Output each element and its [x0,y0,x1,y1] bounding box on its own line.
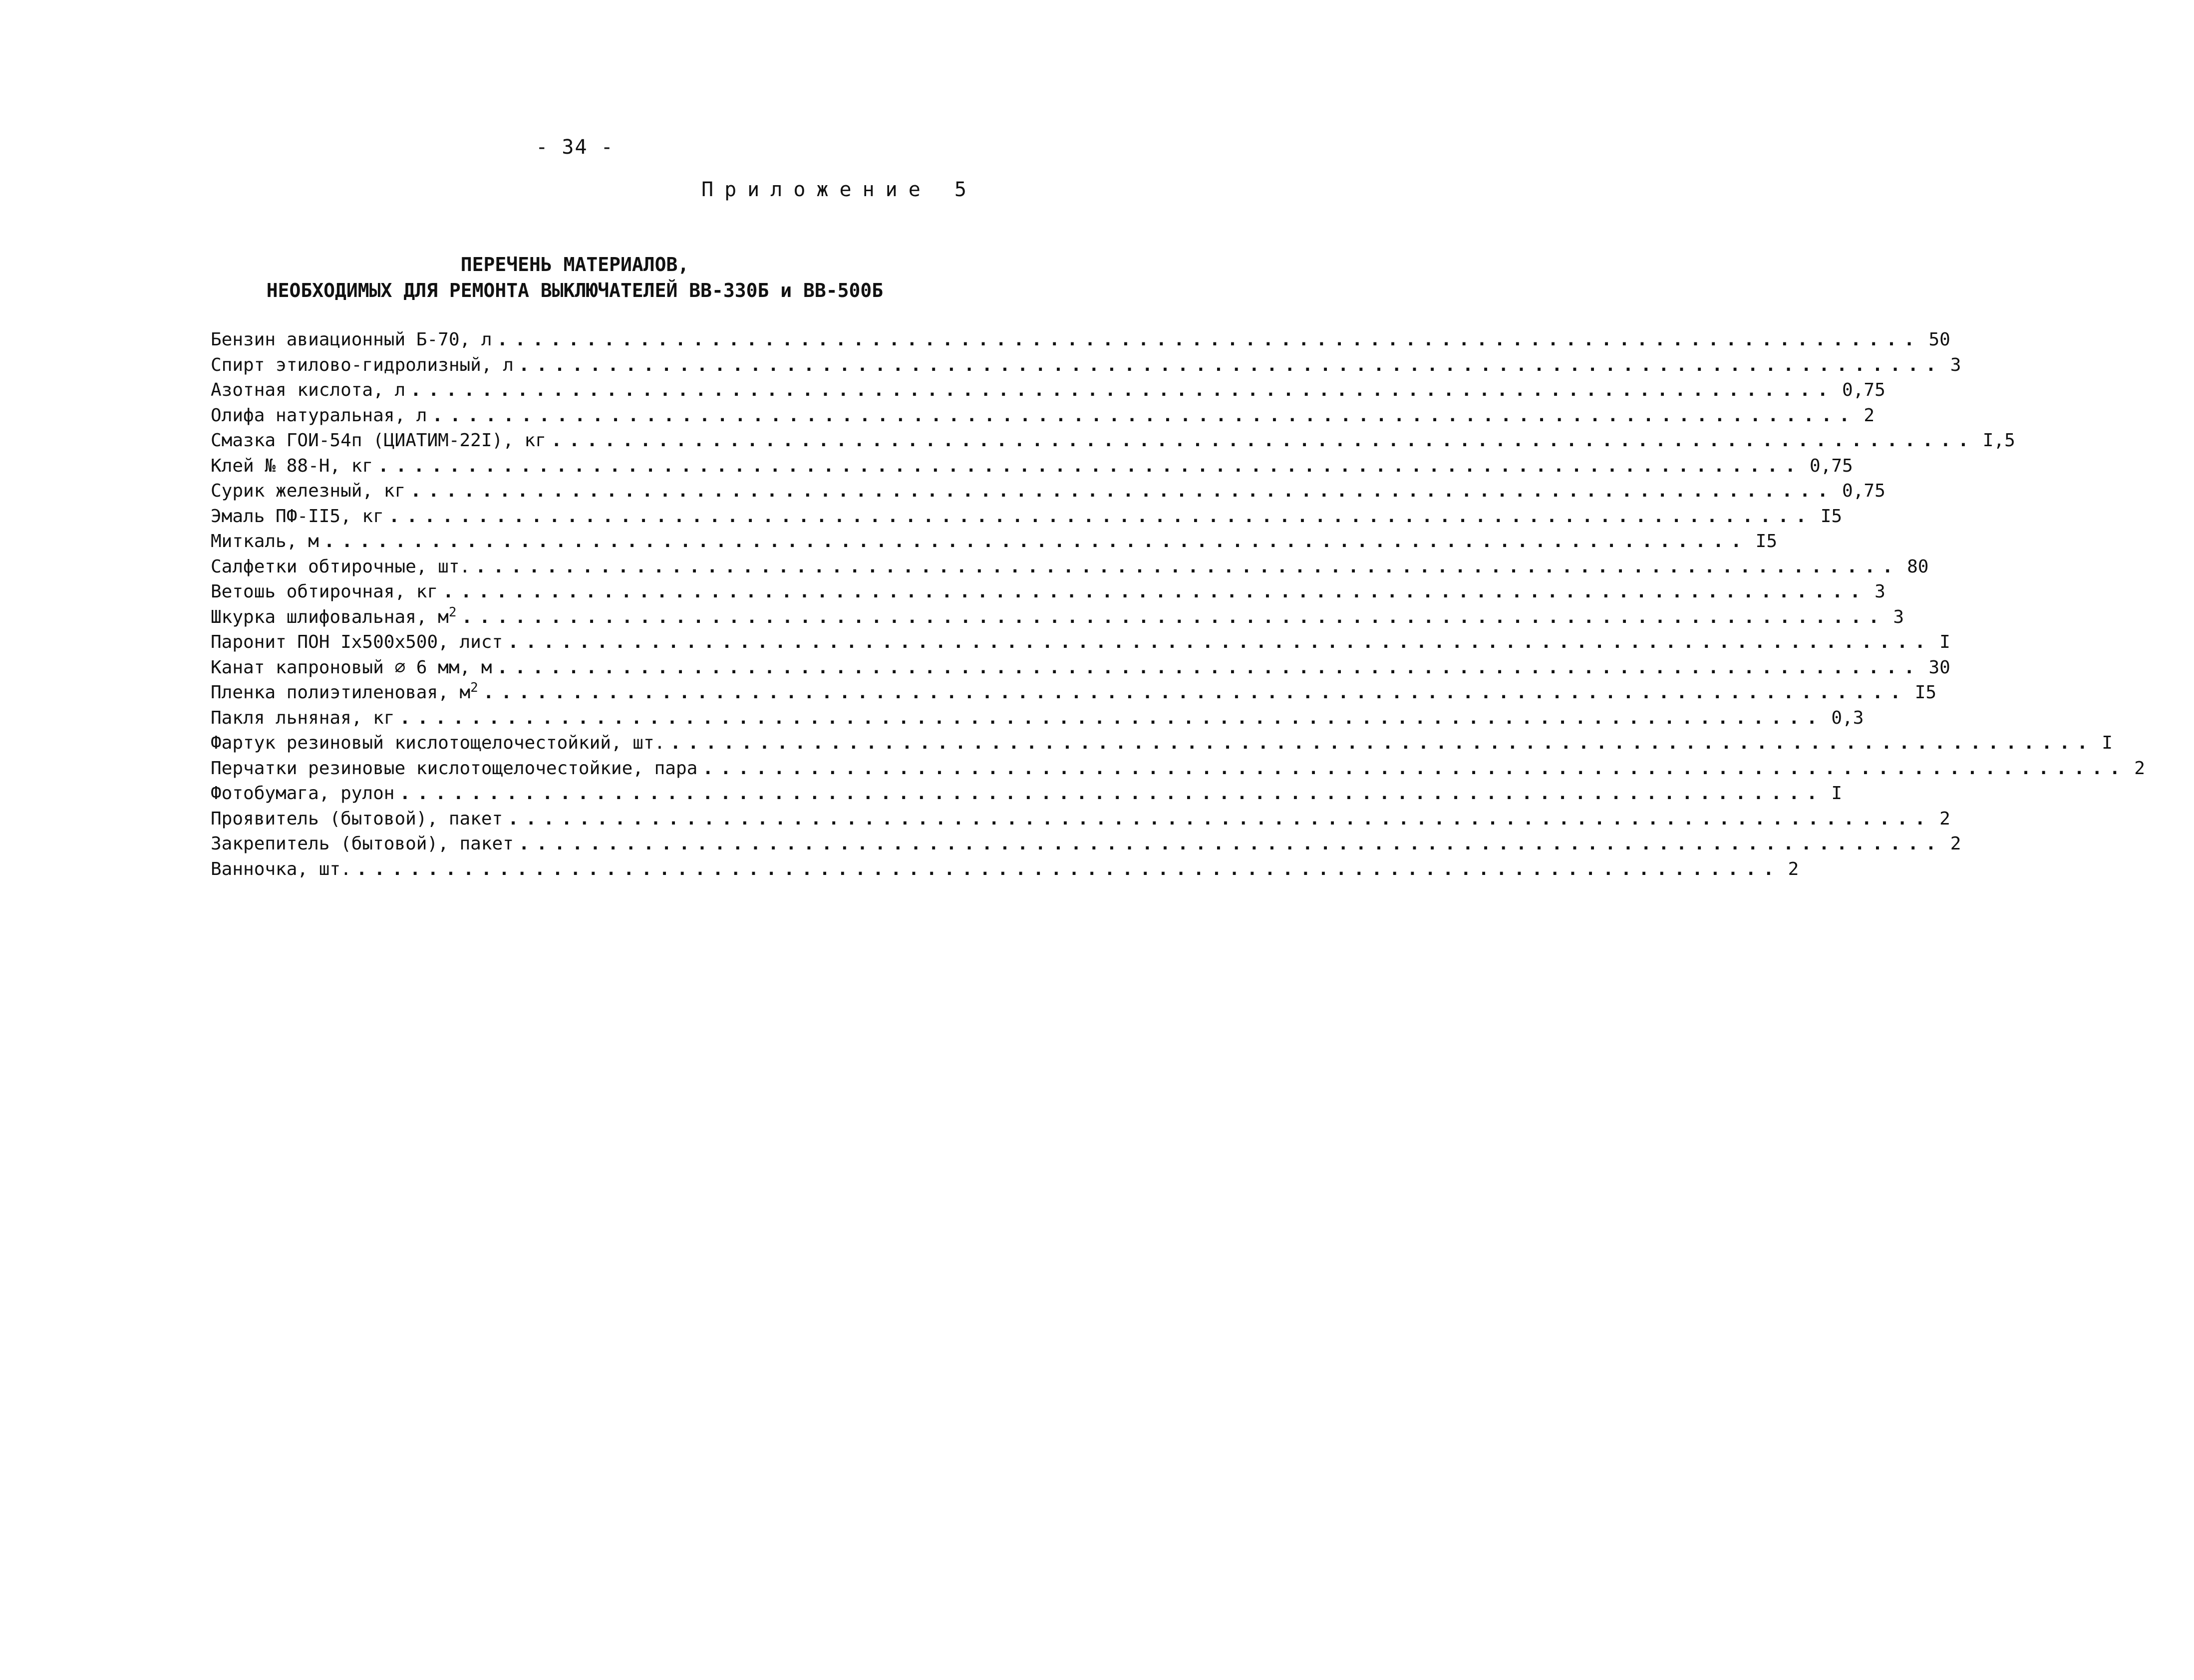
material-name: Бензин авиационный Б-70, л [211,329,492,350]
material-name: Сурик железный, кг [211,481,406,501]
material-row [211,834,1961,859]
material-quantity: 2 [1788,858,1799,879]
material-name: Фотобумага, рулон [211,783,395,804]
material-name: Олифа натуральная, л [211,405,427,426]
document-title-line-1: ПЕРЕЧЕНЬ МАТЕРИАЛОВ, [460,254,689,276]
material-name: Проявитель (бытовой), пакет [211,808,503,829]
dot-leader: ................................................................................ [378,455,1803,476]
dot-leader: ................................................................................ [388,506,1814,527]
dot-leader: ................................................................................ [399,707,1825,728]
dot-leader: ................................................................................ [356,858,1781,879]
material-name: Спирт этилово-гидролизный, л [211,354,514,375]
material-quantity: I [1939,632,1950,652]
material-row [211,556,1929,582]
material-name: Фартук резиновый кислотощелочестойкий, шт. [211,733,665,753]
material-name: Миткаль, м [211,531,319,552]
material-name: Ветошь обтирочная, кг [211,581,438,602]
dot-leader: ................................................................................ [483,682,1908,703]
material-row [211,858,1799,884]
dot-leader: ................................................................................ [551,430,1976,451]
material-quantity: 0,75 [1842,380,1885,400]
dot-leader: ................................................................................ [410,380,1836,400]
material-row [211,707,1864,733]
material-row [211,405,1875,431]
material-quantity: 50 [1928,329,1950,350]
material-quantity: 3 [1950,354,1961,375]
material-row [211,380,1885,405]
material-quantity: I [2102,733,2113,753]
appendix-label: Приложение 5 [701,178,977,201]
material-name: Шкурка шлифовальная, $м^2$ [211,604,457,627]
unit-exponent: 2 [470,680,478,695]
material-quantity: 3 [1893,606,1904,627]
material-quantity: 2 [1864,405,1875,426]
material-row [211,455,1853,481]
material-quantity: 0,75 [1810,455,1853,476]
material-row [211,733,2113,758]
dot-leader: ................................................................................ [475,556,1900,577]
material-row [211,430,2015,456]
material-quantity: 30 [1928,657,1950,678]
material-row [211,657,1950,683]
document-title-line-2: НЕОБХОДИМЫХ ДЛЯ РЕМОНТА ВЫКЛЮЧАТЕЛЕЙ ВВ-330Б и ВВ-500Б [266,280,884,301]
dot-leader: ................................................................................ [323,531,1749,552]
material-quantity: I5 [1914,682,1937,703]
material-quantity: 3 [1875,581,1885,602]
material-quantity: I [1831,783,1843,804]
material-row [211,481,1885,506]
dot-leader: ................................................................................ [518,354,1943,375]
material-quantity: 0,75 [1842,481,1885,501]
material-name: Пакля льняная, кг [211,707,395,728]
material-name: Канат капроновый ⌀ 6 мм, м [211,657,492,678]
material-name: Перчатки резиновые кислотощелочестойкие, пара [211,758,698,779]
material-quantity: 2 [2134,758,2145,779]
dot-leader: ................................................................................ [399,783,1825,804]
material-row [211,680,1937,708]
material-quantity: 2 [1939,808,1950,829]
material-row [211,758,2145,784]
material-name: Салфетки обтирочные, шт. [211,556,471,577]
material-quantity: I5 [1820,506,1843,527]
dot-leader: ................................................................................ [461,606,1886,627]
material-name: Закрепитель (бытовой), пакет [211,834,514,854]
material-quantity: I5 [1755,531,1778,552]
material-name: Ванночка, шт. [211,858,351,879]
dot-leader: ................................................................................ [443,581,1868,602]
material-quantity: 0,3 [1831,707,1864,728]
dot-leader: ................................................................................ [508,808,1933,829]
dot-leader: ................................................................................ [432,405,1857,426]
dot-leader: ................................................................................ [518,834,1943,854]
dot-leader: ................................................................................ [670,733,2095,753]
material-row [211,531,1778,557]
material-name: Азотная кислота, л [211,380,406,400]
material-row [211,604,1904,632]
material-row [211,783,1843,809]
dot-leader: ................................................................................ [497,657,1922,678]
material-quantity: 2 [1950,834,1961,854]
material-row [211,808,1950,834]
material-row [211,329,1950,355]
material-name: Смазка ГОИ-54п (ЦИАТИМ-22I), кг [211,430,546,451]
material-row [211,581,1885,607]
material-name: Пленка полиэтиленовая, $м^2$ [211,680,478,703]
page-number: - 34 - [536,136,614,159]
materials-list [211,329,2145,884]
material-quantity: I,5 [1982,430,2015,451]
material-name: Паронит ПОН Iх500х500, лист [211,632,503,652]
material-row [211,354,1961,380]
dot-leader: ................................................................................ [410,481,1836,501]
material-quantity: 80 [1907,556,1929,577]
dot-leader: ................................................................................ [497,329,1922,350]
material-name: Клей № 88-Н, кг [211,455,373,476]
dot-leader: ................................................................................ [508,632,1933,652]
unit-exponent: 2 [448,604,457,620]
dot-leader: ................................................................................ [702,758,2128,779]
material-row [211,506,1843,532]
material-name: Эмаль ПФ-II5, кг [211,506,384,527]
material-row [211,632,1950,657]
